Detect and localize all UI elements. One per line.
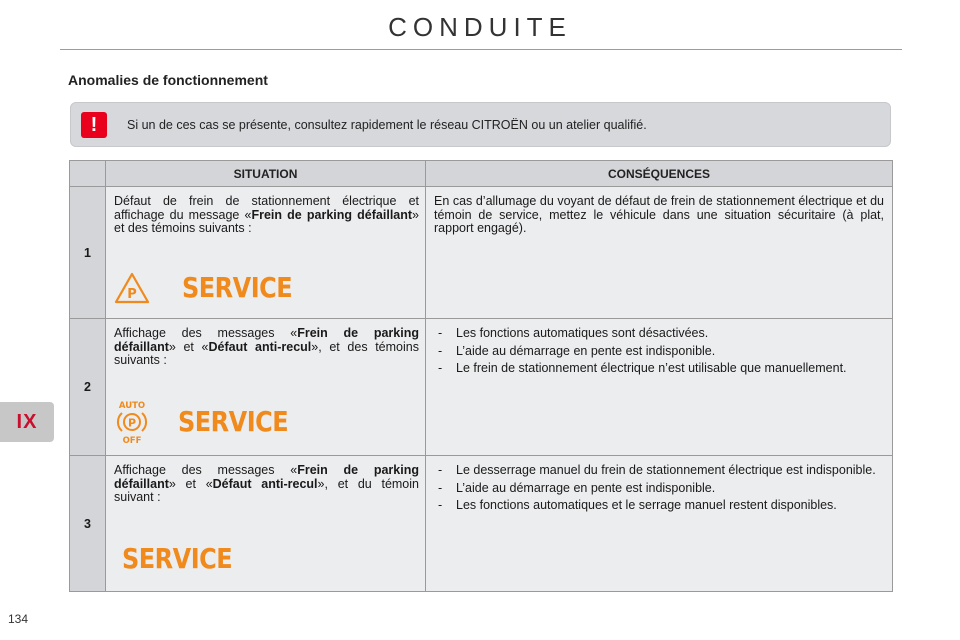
indicator-icons — [114, 272, 292, 304]
list-item: - L’aide au démarrage en pente est indisponible. — [434, 482, 884, 496]
service-indicator-icon: SERVICE — [182, 271, 293, 305]
situation-text: Affichage des messages «Frein de parking défaillant» et «Défaut anti-recul», et des témoins suivants : — [114, 326, 419, 367]
warning-box — [70, 102, 891, 147]
situation-text: Défaut de frein de stationnement électrique et affichage du message «Frein de parking défaillant» et des témoins suivants : — [114, 194, 419, 235]
list-item: - Le frein de stationnement électrique n’est utilisable que manuellement. — [434, 362, 884, 376]
list-item: - Les fonctions automatiques et le serrage manuel restent disponibles. — [434, 499, 884, 513]
header-consequences: CONSÉQUENCES — [426, 161, 893, 187]
warning-text: Si un de ces cas se présente, consultez rapidement le réseau CITROËN ou un atelier qualifié. — [127, 117, 647, 132]
section-title: Anomalies de fonctionnement — [68, 72, 268, 88]
chapter-tab-label: IX — [16, 410, 38, 433]
header-num-cell — [70, 161, 106, 187]
indicator-icons — [122, 542, 233, 576]
indicator-icons — [114, 399, 288, 445]
list-item: - Le desserrage manuel du frein de stationnement électrique est indisponible. — [434, 464, 884, 478]
situation-text: Affichage des messages «Frein de parking défaillant» et «Défaut anti-recul», et du témoin suivant : — [114, 463, 419, 504]
table-row — [70, 187, 893, 319]
consequences-cell — [426, 456, 893, 592]
service-indicator-icon: SERVICE — [122, 542, 233, 576]
consequences-list — [434, 464, 884, 513]
table-row — [70, 319, 893, 456]
header-situation: SITUATION — [106, 161, 426, 187]
table-header-row — [70, 161, 893, 187]
row-number: 2 — [70, 319, 106, 456]
svg-text:P: P — [127, 416, 137, 430]
row-number: 3 — [70, 456, 106, 592]
list-item: - L’aide au démarrage en pente est indisponible. — [434, 345, 884, 359]
off-label: OFF — [122, 436, 142, 445]
consequences-text: En cas d’allumage du voyant de défaut de frein de stationnement électrique et du témoin de service, mettez le véhicule dans une situation sécuritaire (à plat, rapport engagé). — [434, 194, 884, 235]
title-divider — [60, 49, 902, 50]
page-title: CONDUITE — [388, 12, 572, 42]
situation-cell — [106, 456, 426, 592]
page-number: 134 — [8, 612, 29, 626]
anomalies-table — [69, 160, 893, 592]
situation-cell — [106, 319, 426, 456]
auto-label: AUTO — [118, 401, 146, 411]
auto-park-off-icon — [114, 399, 150, 445]
table-row — [70, 456, 893, 592]
consequences-cell — [426, 319, 893, 456]
row-number: 1 — [70, 187, 106, 319]
chapter-tab[interactable] — [0, 402, 54, 442]
warning-exclamation-icon: ! — [81, 112, 107, 138]
service-indicator-icon: SERVICE — [178, 405, 289, 439]
consequences-cell — [426, 187, 893, 319]
svg-text:P: P — [127, 287, 137, 302]
list-item: - Les fonctions automatiques sont désactivées. — [434, 327, 884, 341]
situation-cell — [106, 187, 426, 319]
consequences-list — [434, 327, 884, 376]
parking-brake-fault-icon — [114, 272, 150, 304]
